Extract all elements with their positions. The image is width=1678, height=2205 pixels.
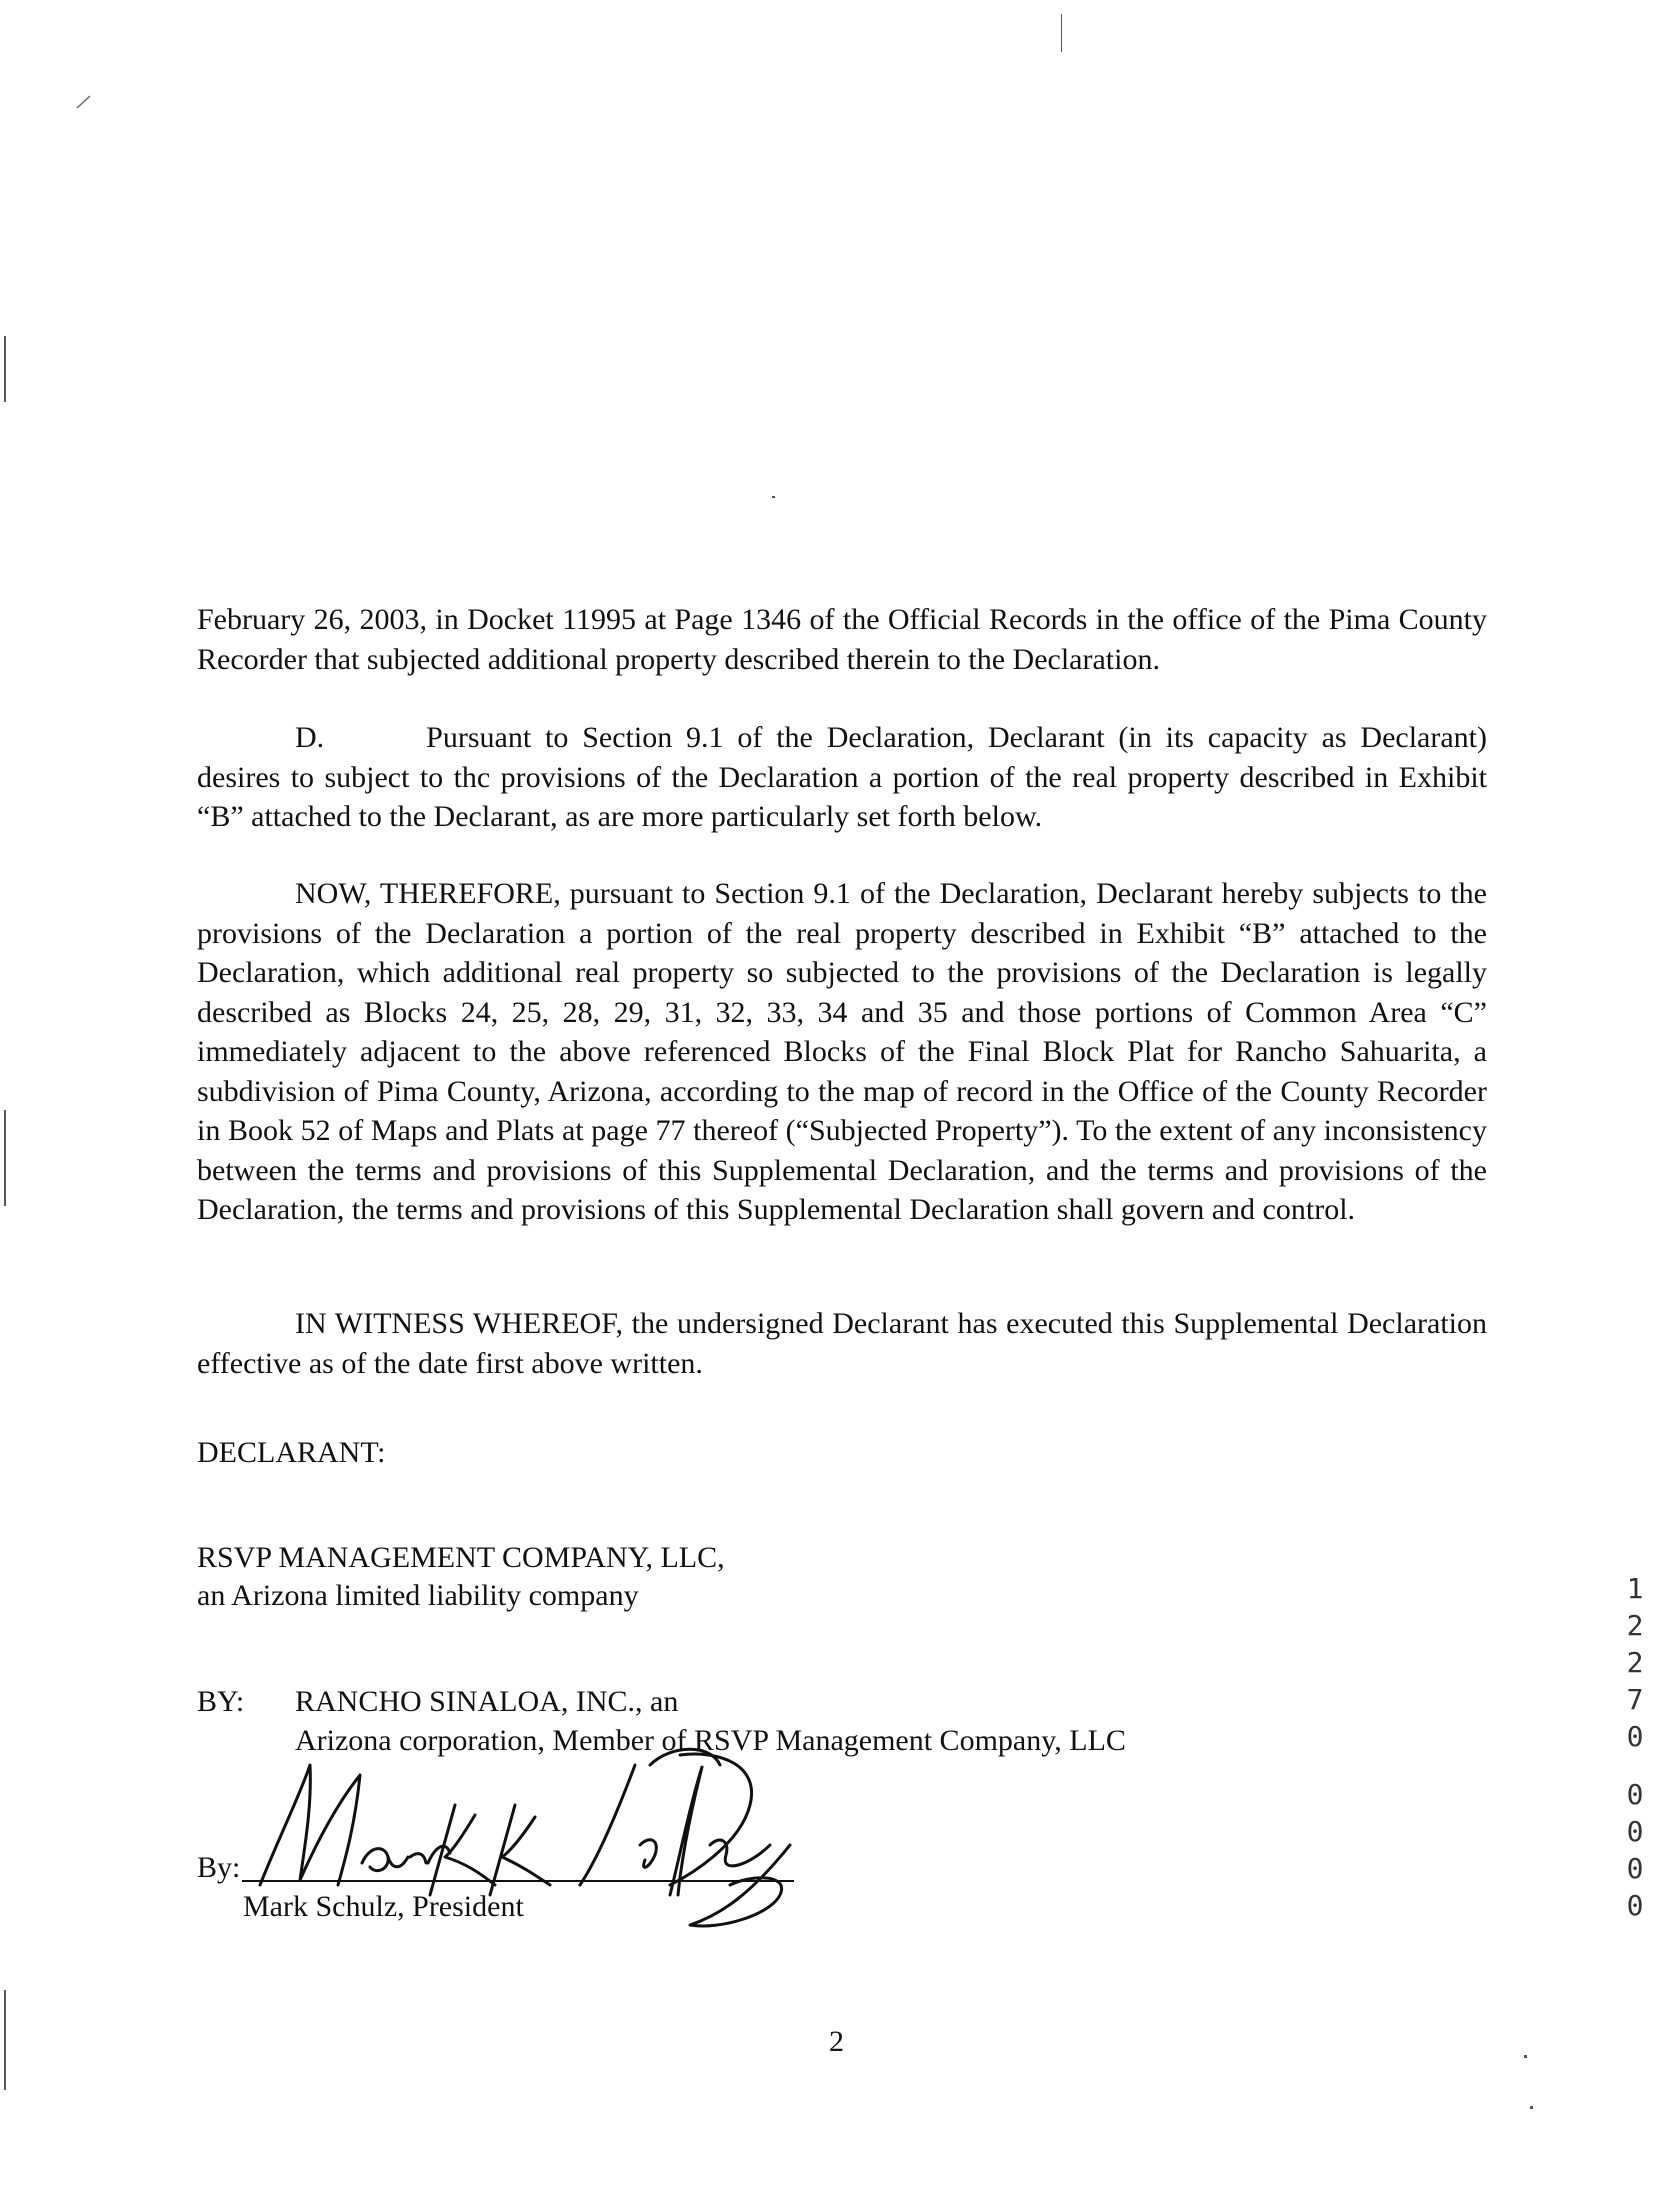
scan-dot-bottom (1524, 2055, 1527, 2058)
stamp-digit: 2 (1626, 1609, 1644, 1642)
paragraph-now-therefore (197, 874, 1487, 1230)
by-label: BY: (197, 1685, 245, 1718)
paragraph-witness (197, 1304, 1487, 1383)
stamp-digit: 0 (1626, 1852, 1644, 1885)
declarant-label: DECLARANT: (197, 1436, 386, 1469)
paragraph-d-text: Pursuant to Section 9.1 of the Declaration, Declarant (in its capacity as Declarant) desires to subject to thc provisions of the Declaration a portion of the real property described in Exhibit “B” attached to the Declarant, as are more particularly set forth below. (197, 721, 1487, 833)
stamp-digit: 7 (1626, 1683, 1644, 1716)
scan-mark-left-upper (4, 336, 6, 402)
paragraph-d-label: D. (295, 721, 325, 754)
member-line-1: RANCHO SINALOA, INC., an (295, 1685, 679, 1718)
signer-name: Mark Schulz, President (243, 1890, 524, 1923)
company-name: RSVP MANAGEMENT COMPANY, LLC, (197, 1541, 725, 1574)
paragraph-continued: February 26, 2003, in Docket 11995 at Page 1346 of the Official Records in the office of the Pima County Recorder that subjected additional property described therein to the Declaration. (197, 603, 1487, 676)
paragraph-witness-text: IN WITNESS WHEREOF, the undersigned Declarant has executed this Supplemental Declaration effective as of the date first above written. (197, 1307, 1487, 1380)
paragraph-d (197, 718, 1487, 837)
page-number: 2 (829, 2025, 844, 2058)
sign-by-label: By: (197, 1851, 241, 1884)
stamp-digit: 0 (1626, 1815, 1644, 1848)
scan-dot-bottom-2 (1530, 2106, 1533, 2109)
stamp-digit: 2 (1626, 1646, 1644, 1679)
stamp-digit: 1 (1626, 1572, 1644, 1605)
stamp-digit: 0 (1626, 1720, 1644, 1753)
stamp-digit: 0 (1626, 1889, 1644, 1922)
company-description: an Arizona limited liability company (197, 1579, 639, 1612)
stamp-digit: 0 (1626, 1778, 1644, 1811)
recording-stamp-lower (1620, 1776, 1650, 1924)
scan-mark-top (1061, 14, 1062, 52)
scan-mark-left-middle (4, 1110, 6, 1206)
paragraph-now-therefore-text: NOW, THEREFORE, pursuant to Section 9.1 of the Declaration, Declarant hereby subjects to the provisions of the Declaration a portion of the real property described in Exhibit “B” attached to the Declaration, which additional real property so subjected to the provisions of the Declaration is legally described as Blocks 24, 25, 28, 29, 31, 32, 33, 34 and 35 and those portions of Common Area “C” immediately adjacent to the above referenced Blocks of the Final Block Plat for Rancho Sahuarita, a subdivision of Pima County, Arizona, according to the map of record in the Office of the County Recorder in Book 52 of Maps and Plats at page 77 thereof (“Subjected Property”). To the extent of any inconsistency between the terms and provisions of this Supplemental Declaration, and the terms and provisions of the Declaration, the terms and provisions of this Supplemental Declaration shall govern and control. (197, 877, 1487, 1226)
scan-mark-left-lower (4, 1990, 6, 2090)
scan-tick (76, 94, 92, 110)
recording-stamp-upper (1620, 1570, 1650, 1755)
scan-dot (772, 496, 775, 498)
member-line-2: Arizona corporation, Member of RSVP Management Company, LLC (295, 1724, 1126, 1757)
